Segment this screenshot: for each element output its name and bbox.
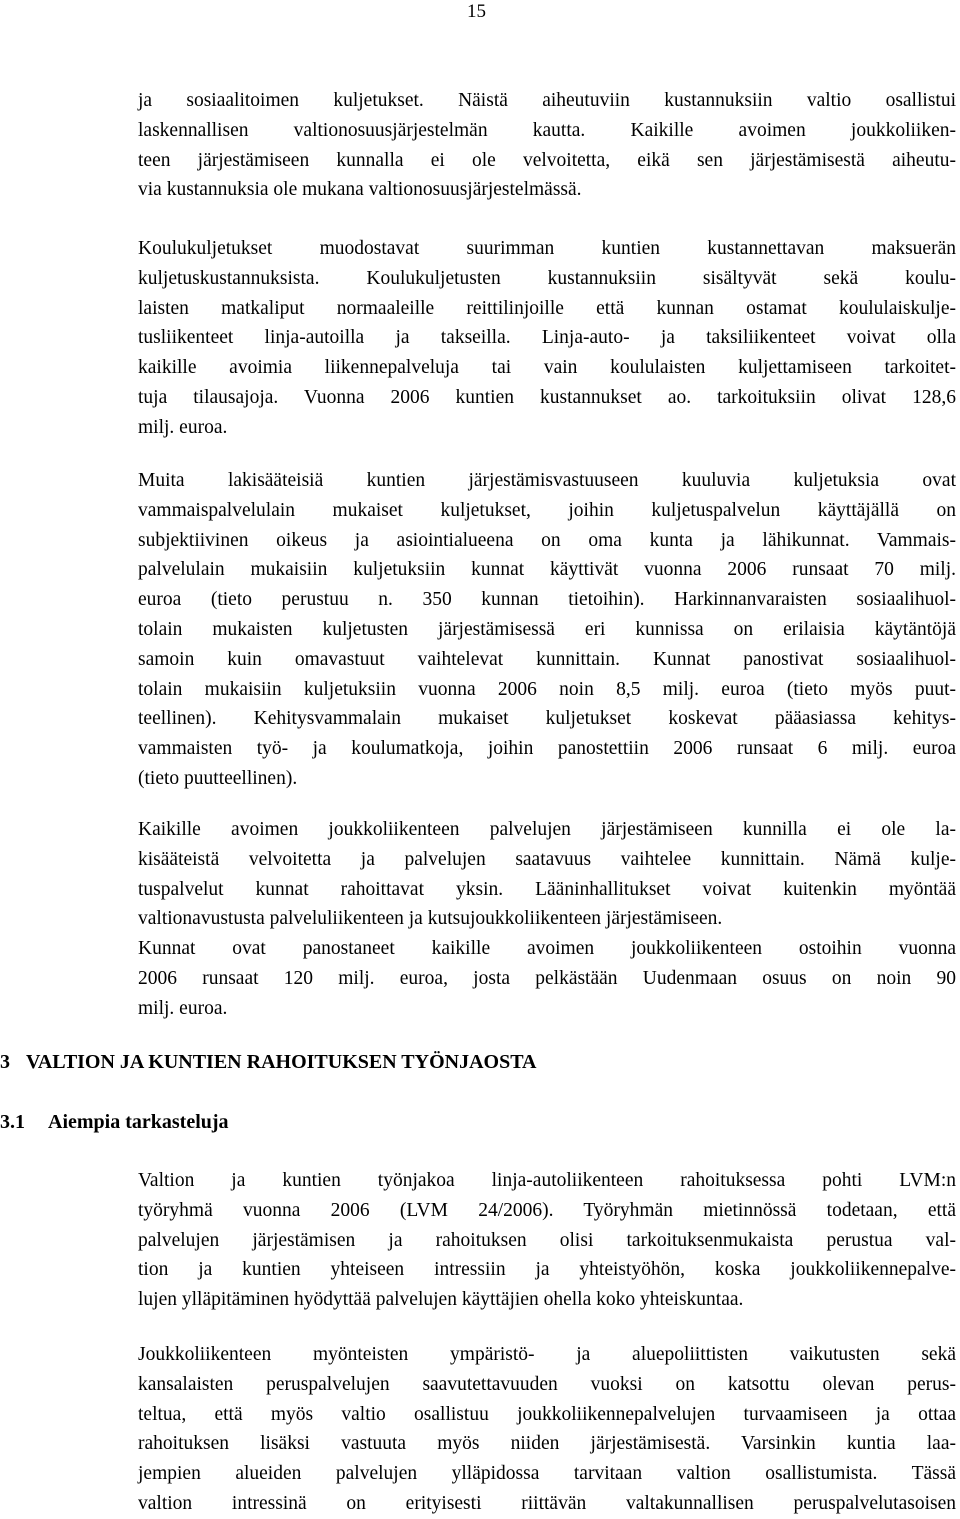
paragraph-line: (tieto puutteellinen). <box>138 767 298 789</box>
paragraph-line: tuspalvelut kunnat rahoittavat yksin. Lääninhallitukset voivat kuitenkin myöntää <box>138 878 956 900</box>
paragraph-line: Kaikille avoimen joukkoliikenteen palvelujen järjestämiseen kunnilla ei ole la- <box>138 819 956 840</box>
paragraph-line: ja sosiaalitoimen kuljetukset. Näistä aiheutuviin kustannuksiin valtio osallistui <box>138 90 956 111</box>
paragraph-line: kansalaisten peruspalvelujen saavutettavuuden vuoksi on katsottu olevan perus- <box>138 1373 956 1395</box>
paragraph-line: jempien alueiden palvelujen ylläpidossa tarvitaan valtion osallistumista. Tässä <box>138 1463 956 1485</box>
subsection-number: 3.1 <box>0 1111 25 1133</box>
paragraph-line: tuja tilausajoja. Vuonna 2006 kuntien kustannukset ao. tarkoituksiin olivat 128,6 <box>138 386 956 408</box>
paragraph-2 <box>138 234 956 443</box>
paragraph-line: tolain mukaisiin kuljetuksiin vuonna 2006 noin 8,5 milj. euroa (tieto myös puut- <box>138 678 956 700</box>
paragraph-line: Joukkoliikenteen myönteisten ympäristö- ja aluepoliittisten vaikutusten sekä <box>138 1344 956 1365</box>
section-title: VALTION JA KUNTIEN RAHOITUKSEN TYÖNJAOSTA <box>26 1051 537 1073</box>
paragraph-line: kaikille avoimia liikennepalveluja tai vain koululaisten kuljettamiseen tarkoitet- <box>138 357 956 379</box>
paragraph-6 <box>138 1340 956 1519</box>
paragraph-1 <box>138 86 956 205</box>
paragraph-line: kuljetuskustannuksista. Koulukuljetusten kustannuksiin sisältyvät sekä koulu- <box>138 267 956 289</box>
paragraph-3 <box>138 466 956 794</box>
section-number: 3 <box>0 1051 10 1073</box>
subsection-heading <box>0 1108 229 1136</box>
subsection-title: Aiempia tarkasteluja <box>48 1111 229 1133</box>
paragraph-line: valtion intressinä on erityisesti riittävän valtakunnallisen peruspalvelutasoisen <box>138 1492 956 1514</box>
paragraph-line: tusliikenteet linja-autoilla ja takseilla. Linja-auto- ja taksiliikenteet voivat olla <box>138 327 956 349</box>
paragraph-line: tolain mukaisten kuljetusten järjestämisessä eri kunnissa on erilaisia käytäntöjä <box>138 618 956 640</box>
paragraph-line: valtionavustusta palveluliikenteen ja kutsujoukkoliikenteen järjestämiseen. <box>138 908 723 930</box>
paragraph-line: tion ja kuntien yhteiseen intressiin ja yhteistyöhön, koska joukkoliikennepalve- <box>138 1259 956 1281</box>
paragraph-line: vammaisten työ- ja koulumatkoja, joihin panostettiin 2006 runsaat 6 milj. euroa <box>138 738 956 760</box>
paragraph-line: työryhmä vuonna 2006 (LVM 24/2006). Työryhmän mietinnössä todetaan, että <box>138 1199 956 1221</box>
paragraph-line: teellinen). Kehitysvammalain mukaiset kuljetukset koskevat pääasiassa kehitys- <box>138 708 956 730</box>
paragraph-line: 2006 runsaat 120 milj. euroa, josta pelkästään Uudenmaan osuus on noin 90 <box>138 967 956 989</box>
paragraph-line: Valtion ja kuntien työnjakoa linja-autoliikenteen rahoituksessa pohti LVM:n <box>138 1170 956 1191</box>
paragraph-line: Kunnat ovat panostaneet kaikille avoimen joukkoliikenteen ostoihin vuonna <box>138 938 956 960</box>
paragraph-line: lujen ylläpitäminen hyödyttää palvelujen käyttäjien ohella koko yhteiskuntaa. <box>138 1289 744 1311</box>
paragraph-line: palvelulain mukaisiin kuljetuksiin kunnat käyttivät vuonna 2006 runsaat 70 milj. <box>138 559 956 581</box>
paragraph-line: milj. euroa. <box>138 997 228 1019</box>
paragraph-line: teltua, että myös valtio osallistuu joukkoliikennepalvelujen turvaamiseen ja ottaa <box>138 1403 956 1425</box>
paragraph-line: vammaispalvelulain mukaiset kuljetukset, joihin kuljetuspalvelun käyttäjällä on <box>138 499 956 521</box>
paragraph-line: via kustannuksia ole mukana valtionosuusjärjestelmässä. <box>138 179 582 201</box>
section-heading <box>0 1048 537 1076</box>
paragraph-line: teen järjestämiseen kunnalla ei ole velvoitetta, eikä sen järjestämisestä aiheutu- <box>138 149 956 171</box>
paragraph-line: Muita lakisääteisiä kuntien järjestämisvastuuseen kuuluvia kuljetuksia ovat <box>138 470 956 491</box>
paragraph-line: laisten matkaliput normaaleille reittilinjoille että kunnan ostamat koululaiskulje- <box>138 297 956 319</box>
paragraph-line: subjektiivinen oikeus ja asiointialueena on oma kunta ja lähikunnat. Vammais- <box>138 529 956 551</box>
page-number: 15 <box>467 1 486 22</box>
paragraph-5 <box>138 1166 956 1315</box>
paragraph-line: samoin kuin omavastuut vaihtelevat kunnittain. Kunnat panostivat sosiaalihuol- <box>138 648 956 670</box>
paragraph-line: kisääteistä velvoitetta ja palvelujen saatavuus vaihtelee kunnittain. Nämä kulje- <box>138 848 956 870</box>
paragraph-line: Koulukuljetukset muodostavat suurimman kuntien kustannettavan maksuerän <box>138 238 956 259</box>
paragraph-line: rahoituksen lisäksi vastuuta myös niiden järjestämisestä. Varsinkin kuntia laa- <box>138 1433 956 1455</box>
paragraph-line: laskennallisen valtionosuusjärjestelmän kautta. Kaikille avoimen joukkoliiken- <box>138 119 956 141</box>
paragraph-line: palvelujen järjestämisen ja rahoituksen olisi tarkoituksenmukaista perustua val- <box>138 1229 956 1251</box>
paragraph-line: euroa (tieto perustuu n. 350 kunnan tietoihin). Harkinnanvaraisten sosiaalihuol- <box>138 589 956 611</box>
paragraph-4 <box>138 815 956 1024</box>
paragraph-line: milj. euroa. <box>138 416 228 438</box>
